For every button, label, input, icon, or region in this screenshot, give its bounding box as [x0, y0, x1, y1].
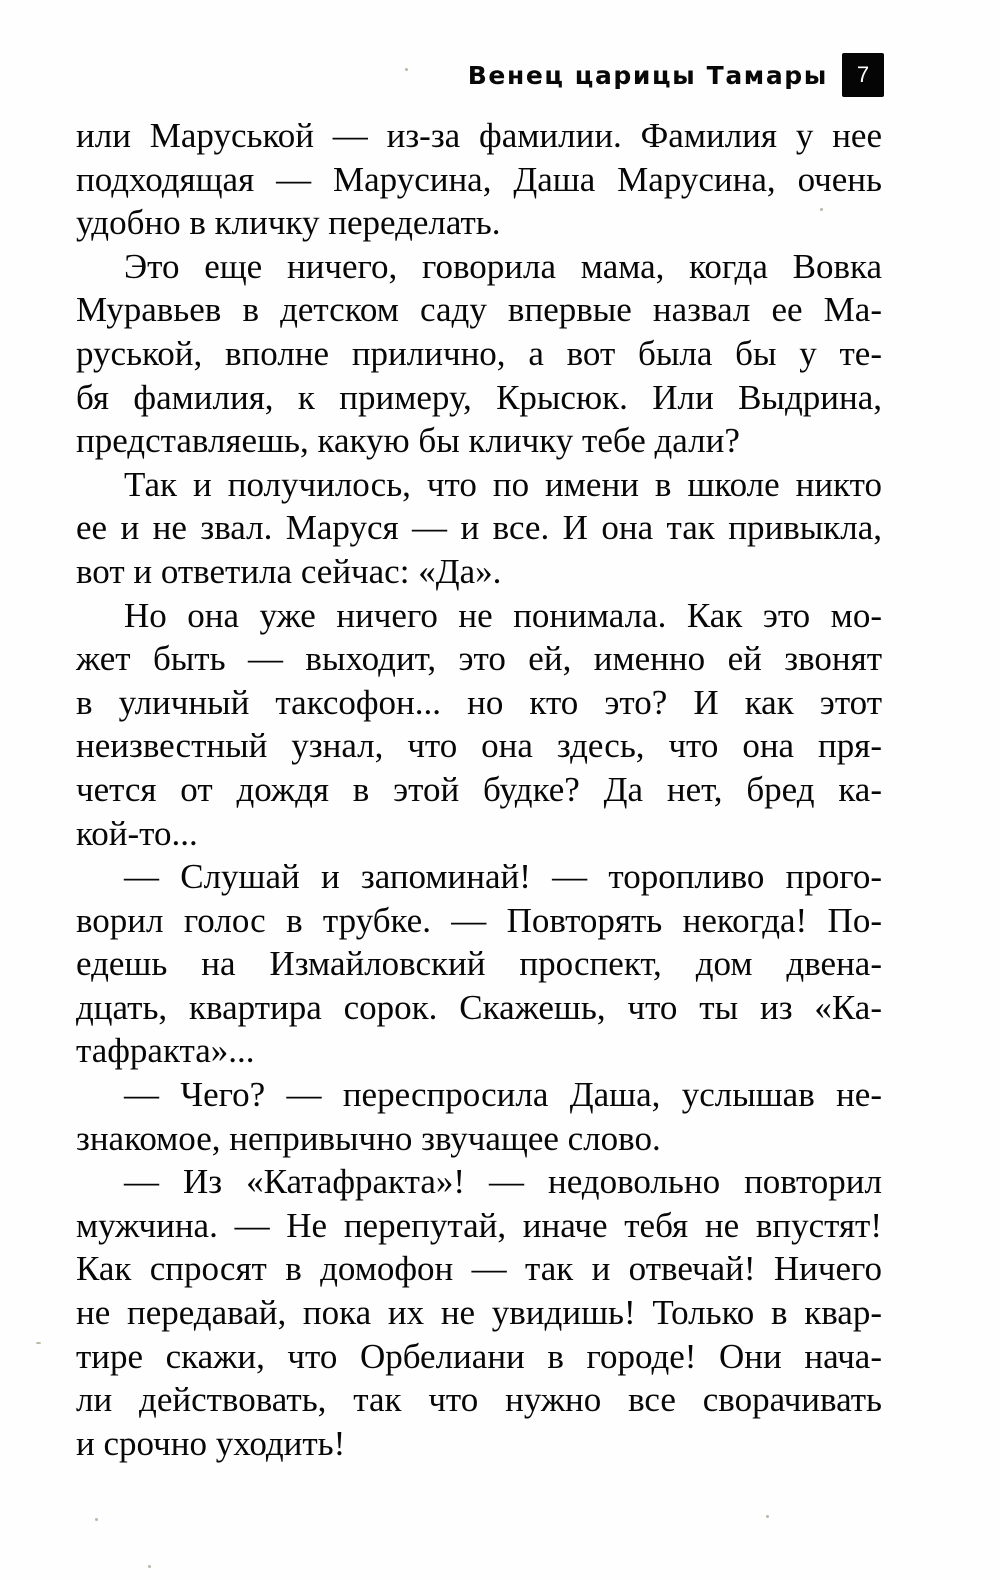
running-header [400, 52, 884, 98]
text-line: или Маруськой — из-за фамилии. Фамилия у нее [76, 116, 882, 155]
text-line: бя фамилия, к примеру, Крысюк. Или Выдрина, [76, 377, 882, 417]
text-line: кой-то... [76, 813, 198, 853]
text-line: едешь на Измайловский проспект, дом двена- [76, 944, 882, 984]
text-line: ее и не звал. Маруся — и все. И она так привыкла, [76, 508, 882, 548]
text-line: тафракта»... [76, 1031, 255, 1071]
scan-speck [405, 68, 408, 71]
text-line: подходящая — Марусина, Даша Марусина, очень [76, 159, 882, 199]
page-number: 7 [856, 62, 870, 87]
page-number-box [842, 53, 884, 97]
text-line: тире скажи, что Орбелиани в городе! Они нача- [76, 1336, 882, 1376]
text-line: неизвестный узнал, что она здесь, что она пря- [76, 726, 882, 766]
scan-speck [36, 1342, 41, 1344]
paragraph-first-line: Но она уже ничего не понимала. Как это мо- [124, 595, 882, 635]
text-line: жет быть — выходит, это ей, именно ей звонят [76, 639, 882, 679]
text-line: представляешь, какую бы кличку тебе дали? [76, 421, 740, 461]
text-line: ворил голос в трубке. — Повторять некогда! По- [76, 900, 882, 940]
paragraph-first-line: — Слушай и запоминай! — торопливо прого- [124, 857, 882, 897]
scan-speck [766, 1515, 769, 1518]
paragraph-first-line: Так и получилось, что по имени в школе никто [124, 464, 882, 504]
paragraph-first-line: — Из «Катафракта»! — недовольно повторил [124, 1162, 882, 1202]
scan-speck [148, 1565, 151, 1568]
text-line: в уличный таксофон... но кто это? И как этот [76, 682, 882, 722]
scan-speck [95, 1518, 98, 1521]
text-line: удобно в кличку переделать. [76, 203, 501, 243]
text-line: ли действовать, так что нужно все сворачивать [76, 1380, 882, 1420]
text-line: Как спросят в домофон — так и отвечай! Ничего [76, 1249, 882, 1289]
text-line: дцать, квартира сорок. Скажешь, что ты из «Ка- [76, 987, 882, 1027]
text-line: мужчина. — Не перепутай, иначе тебя не впустят! [76, 1205, 882, 1245]
text-line: и срочно уходить! [76, 1423, 346, 1463]
text-line: руськой, вполне прилично, а вот была бы у те- [76, 333, 882, 373]
text-line: вот и ответила сейчас: «Да». [76, 551, 502, 591]
text-line: не передавай, пока их не увидишь! Только в квар- [76, 1293, 882, 1333]
text-line: знакомое, непривычно звучащее слово. [76, 1118, 661, 1158]
body-text [76, 114, 882, 1465]
scan-speck [820, 208, 823, 211]
text-line: чется от дождя в этой будке? Да нет, бред ка- [76, 769, 882, 809]
text-line: Муравьев в детском саду впервые назвал ее Ма- [76, 290, 882, 330]
paragraph-first-line: — Чего? — переспросила Даша, услышав не- [124, 1075, 882, 1115]
paragraph-first-line: Это еще ничего, говорила мама, когда Вовка [124, 246, 882, 286]
running-title: Венец царицы Тамары [467, 60, 828, 90]
